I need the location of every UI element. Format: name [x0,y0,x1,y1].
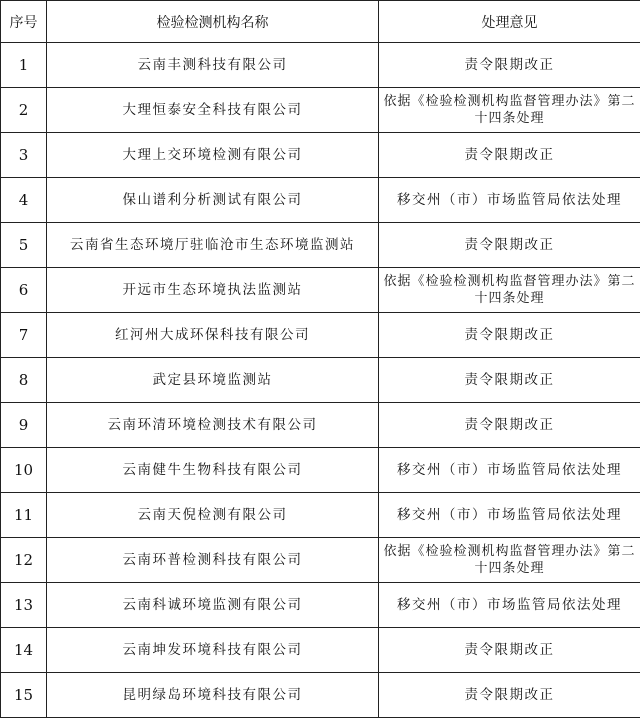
institution-name: 云南科诚环境监测有限公司 [47,583,379,628]
handling-opinion: 移交州（市）市场监管局依法处理 [379,493,640,538]
handling-opinion: 依据《检验检测机构监督管理办法》第二十四条处理 [379,538,640,583]
row-number: 4 [1,178,47,223]
table-row [1,583,640,628]
table-row [1,448,640,493]
handling-opinion: 责令限期改正 [379,673,640,718]
institution-name: 武定县环境监测站 [47,358,379,403]
handling-opinion: 责令限期改正 [379,133,640,178]
handling-opinion: 责令限期改正 [379,223,640,268]
header-name: 检验检测机构名称 [47,1,379,43]
institution-name: 云南省生态环境厅驻临沧市生态环境监测站 [47,223,379,268]
table-row [1,313,640,358]
row-number: 10 [1,448,47,493]
institution-name: 云南丰测科技有限公司 [47,43,379,88]
row-number: 14 [1,628,47,673]
handling-opinion: 责令限期改正 [379,358,640,403]
institution-name: 云南天倪检测有限公司 [47,493,379,538]
institution-name: 云南坤发环境科技有限公司 [47,628,379,673]
row-number: 8 [1,358,47,403]
table-row [1,133,640,178]
handling-opinion: 依据《检验检测机构监督管理办法》第二十四条处理 [379,268,640,313]
table-row [1,88,640,133]
table-header [1,1,640,43]
row-number: 9 [1,403,47,448]
institution-name: 开远市生态环境执法监测站 [47,268,379,313]
institution-name: 云南环清环境检测技术有限公司 [47,403,379,448]
table-body [1,43,640,718]
row-number: 11 [1,493,47,538]
institution-name: 大理上交环境检测有限公司 [47,133,379,178]
institution-name: 红河州大成环保科技有限公司 [47,313,379,358]
handling-opinion: 责令限期改正 [379,43,640,88]
row-number: 5 [1,223,47,268]
row-number: 15 [1,673,47,718]
handling-opinion: 移交州（市）市场监管局依法处理 [379,448,640,493]
row-number: 6 [1,268,47,313]
table-row [1,178,640,223]
row-number: 3 [1,133,47,178]
table-row [1,223,640,268]
handling-opinion: 责令限期改正 [379,313,640,358]
header-row [1,1,640,43]
row-number: 7 [1,313,47,358]
row-number: 12 [1,538,47,583]
table-row [1,493,640,538]
institution-name: 云南环普检测科技有限公司 [47,538,379,583]
row-number: 2 [1,88,47,133]
handling-opinion: 依据《检验检测机构监督管理办法》第二十四条处理 [379,88,640,133]
table-row [1,673,640,718]
header-no: 序号 [1,1,47,43]
table-row [1,268,640,313]
table-row [1,628,640,673]
row-number: 1 [1,43,47,88]
table-row [1,358,640,403]
header-opinion: 处理意见 [379,1,640,43]
table-row [1,43,640,88]
handling-opinion: 责令限期改正 [379,628,640,673]
handling-opinion: 移交州（市）市场监管局依法处理 [379,178,640,223]
institution-name: 大理恒泰安全科技有限公司 [47,88,379,133]
institution-name: 昆明绿岛环境科技有限公司 [47,673,379,718]
table-row [1,403,640,448]
table-row [1,538,640,583]
institution-name: 保山谱利分析测试有限公司 [47,178,379,223]
row-number: 13 [1,583,47,628]
institution-name: 云南健牛生物科技有限公司 [47,448,379,493]
handling-opinion: 移交州（市）市场监管局依法处理 [379,583,640,628]
handling-opinion: 责令限期改正 [379,403,640,448]
